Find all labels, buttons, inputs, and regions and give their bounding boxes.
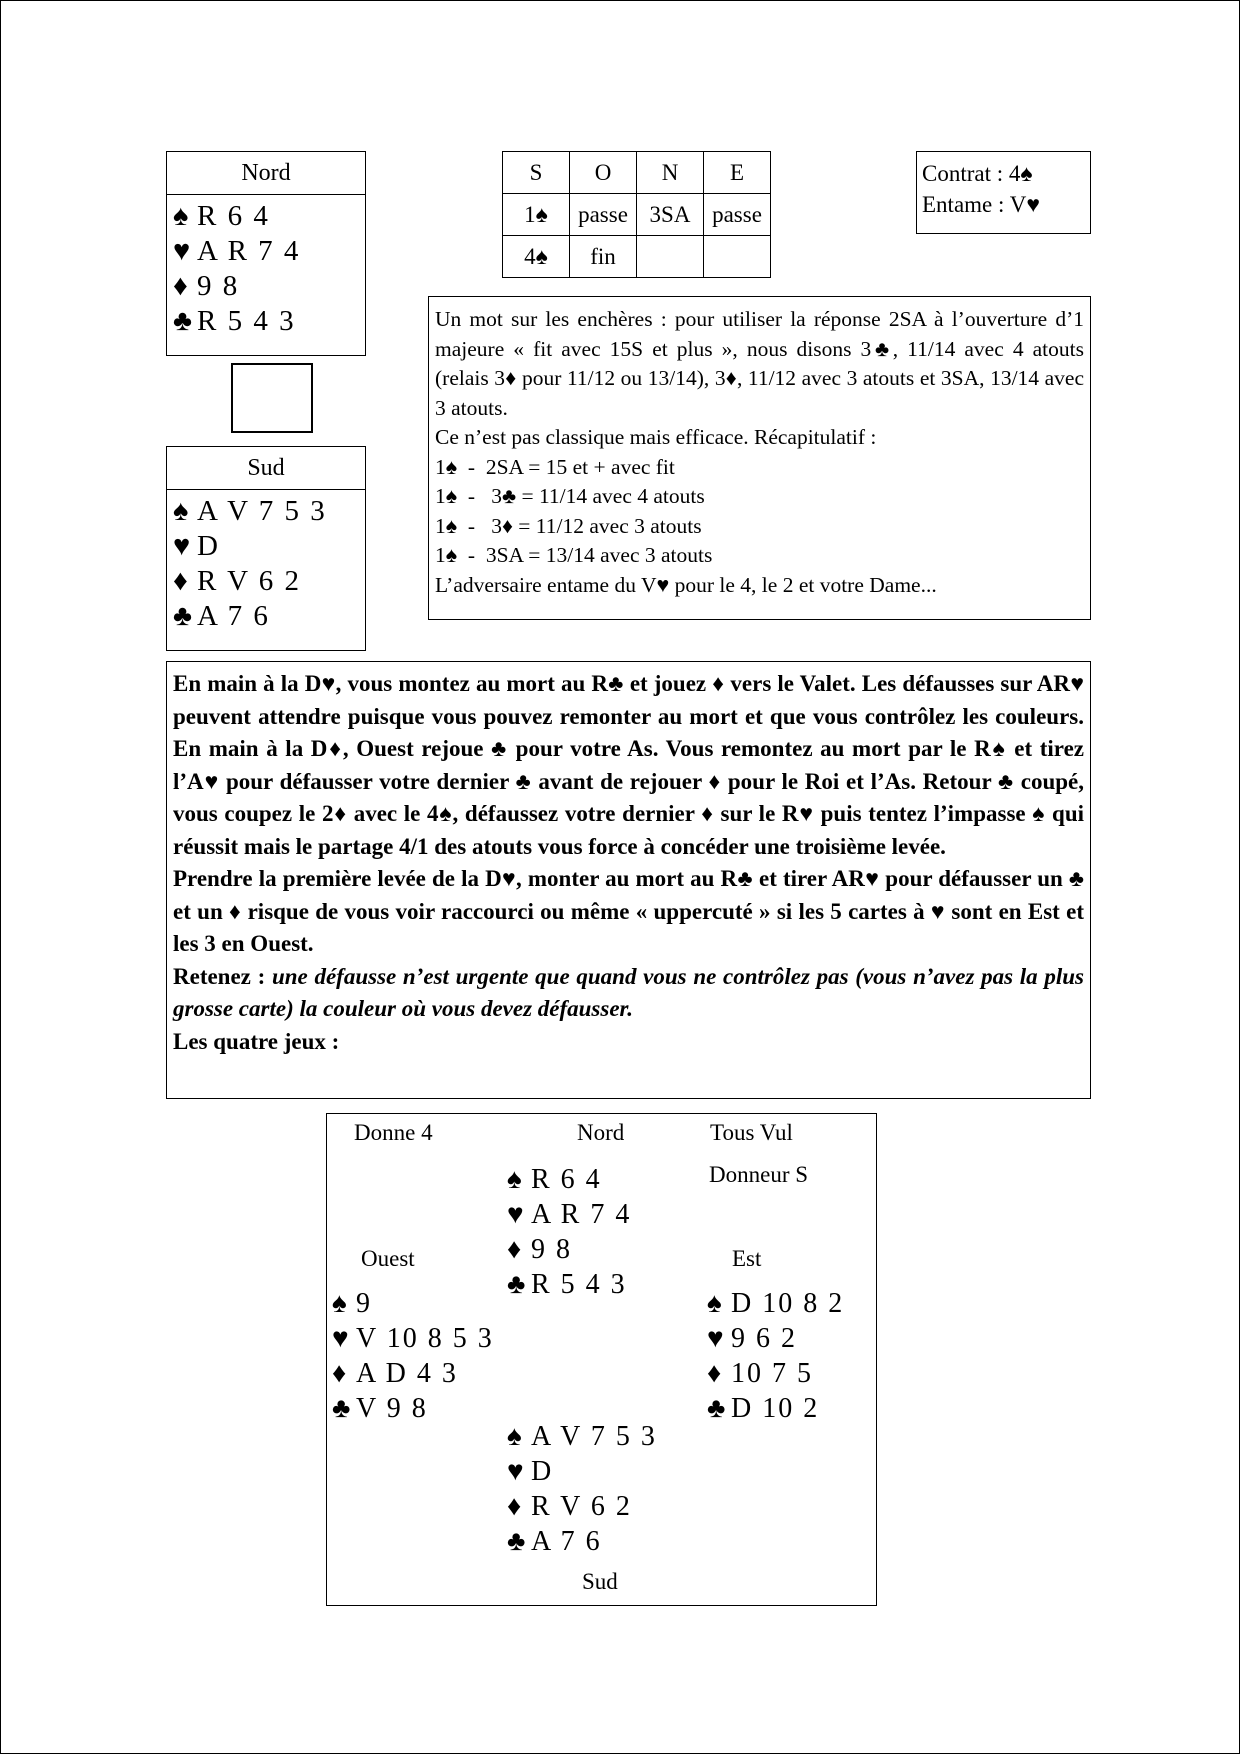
spade-icon: ♠ (507, 1164, 522, 1195)
deal-east-spades: ♠ D 10 8 2 (707, 1288, 845, 1319)
retenez-label: Retenez : (173, 963, 272, 989)
deal-north-diamonds: ♦ 9 8 (507, 1234, 572, 1265)
deal-west-diamonds: ♦ A D 4 3 (332, 1358, 458, 1389)
north-hearts: ♥ A R 7 4 (173, 235, 301, 267)
bidding-header-cell: S (503, 152, 570, 194)
club-icon: ♣ (507, 1526, 526, 1557)
diamond-icon: ♦ (173, 565, 188, 597)
deal-south-hearts: ♥ D (507, 1456, 554, 1487)
deal-east-hearts: ♥ 9 6 2 (707, 1323, 797, 1354)
north-hand-title: Nord (167, 152, 365, 195)
bidding-row (503, 236, 771, 278)
south-clubs: ♣ A 7 6 (173, 600, 270, 632)
heart-icon: ♥ (507, 1199, 524, 1230)
club-icon: ♣ (173, 305, 193, 337)
deal-east-clubs: ♣ D 10 2 (707, 1393, 820, 1424)
note-paragraph: Ce n’est pas classique mais efficace. Récapitulatif : (435, 425, 877, 449)
bidding-note-box (428, 296, 1091, 620)
bidding-header-cell: E (704, 152, 771, 194)
deal-east-diamonds: ♦ 10 7 5 (707, 1358, 813, 1389)
recap-line: 1♠ - 3SA = 13/14 avec 3 atouts (435, 543, 713, 567)
south-hand-box (166, 446, 366, 651)
bid-cell: 3SA (637, 194, 704, 236)
north-spades: ♠ R 6 4 (173, 200, 270, 232)
bid-cell: passe (570, 194, 637, 236)
heart-icon: ♥ (707, 1323, 724, 1354)
spade-icon: ♠ (173, 200, 189, 232)
north-hand-box (166, 151, 366, 356)
table-square (231, 363, 313, 433)
heart-icon: ♥ (173, 235, 191, 267)
deal-south-diamonds: ♦ R V 6 2 (507, 1491, 632, 1522)
deal-vulnerability: Tous Vul (710, 1120, 793, 1145)
deal-diagram-box (326, 1113, 877, 1606)
club-icon: ♣ (173, 600, 193, 632)
deal-south-hand (507, 1419, 657, 1559)
deal-east-label: Est (732, 1246, 762, 1271)
south-spades: ♠ A V 7 5 3 (173, 495, 327, 527)
deal-south-spades: ♠ A V 7 5 3 (507, 1421, 657, 1452)
recap-line: 1♠ - 3♣ = 11/14 avec 4 atouts (435, 484, 705, 508)
bidding-row (503, 194, 771, 236)
diamond-icon: ♦ (332, 1358, 347, 1389)
bid-cell: 4♠ (503, 236, 570, 278)
south-hearts: ♥ D (173, 530, 220, 562)
retenez-text: une défausse n’est urgente que quand vous ne contrôlez pas (vous n’avez pas la plus grosse carte) la couleur où vous devez défausser. (173, 963, 1084, 1021)
diamond-icon: ♦ (507, 1491, 522, 1522)
heart-icon: ♥ (332, 1323, 349, 1354)
club-icon: ♣ (707, 1393, 726, 1424)
bid-cell: fin (570, 236, 637, 278)
south-diamonds: ♦ R V 6 2 (173, 565, 301, 597)
bidding-header-row (503, 152, 771, 194)
recap-line: 1♠ - 2SA = 15 et + avec fit (435, 454, 675, 479)
heart-icon: ♥ (173, 530, 191, 562)
bid-cell: passe (704, 194, 771, 236)
bid-cell (704, 236, 771, 278)
bidding-header-cell: N (637, 152, 704, 194)
opening-lead-line: Entame : V♥ (922, 192, 1040, 217)
deal-north-spades: ♠ R 6 4 (507, 1164, 602, 1195)
deal-north-label: Nord (577, 1120, 625, 1145)
diamond-icon: ♦ (173, 270, 188, 302)
deal-north-clubs: ♣ R 5 4 3 (507, 1269, 627, 1300)
recap-line: 1♠ - 3♦ = 11/12 avec 3 atouts (435, 513, 702, 538)
bid-cell: 1♠ (503, 194, 570, 236)
spade-icon: ♠ (707, 1288, 722, 1319)
deal-dealer: Donneur S (709, 1162, 809, 1187)
deal-west-hearts: ♥ V 10 8 5 3 (332, 1323, 494, 1354)
analysis-box (166, 661, 1091, 1099)
bid-cell (637, 236, 704, 278)
deal-south-clubs: ♣ A 7 6 (507, 1526, 602, 1557)
deal-west-spades: ♠ 9 (332, 1288, 372, 1319)
analysis-paragraph: Les quatre jeux : (173, 1028, 340, 1054)
deal-east-hand (707, 1286, 844, 1426)
analysis-paragraph: En main à la D♥, vous montez au mort au R♣ et jouez ♦ vers le Valet. Les défausses sur AR♥ peuvent attendre puisque vous pouvez remonter au mort et que vous contrôlez les couleurs. En main à la D♦, Ouest rejoue ♣ pour votre As. Vous remontez au mort par le R♠ et tirez l’A♥ pour défausser votre dernier ♣ avant de rejouer ♦ pour le Roi et l’As. Retour ♣ coupé, vous coupez le 2♦ avec le 4♠, défaussez votre dernier ♦ sur le R♥ puis tentez l’impasse ♠ qui réussit mais le partage 4/1 des atouts vous force à concéder une troisième levée. (173, 671, 1084, 859)
bidding-table (502, 151, 771, 278)
south-hand-title: Sud (167, 447, 365, 490)
club-icon: ♣ (507, 1269, 526, 1300)
spade-icon: ♠ (507, 1421, 522, 1452)
note-paragraph: L’adversaire entame du V♥ pour le 4, le 2 et votre Dame... (435, 572, 937, 597)
deal-south-label: Sud (582, 1569, 618, 1594)
deal-west-label: Ouest (361, 1246, 415, 1271)
deal-north-hand (507, 1162, 631, 1302)
diamond-icon: ♦ (507, 1234, 522, 1265)
north-diamonds: ♦ 9 8 (173, 270, 240, 302)
retenez-paragraph (173, 961, 1084, 1026)
spade-icon: ♠ (332, 1288, 347, 1319)
bidding-header-cell: O (570, 152, 637, 194)
deal-west-hand (332, 1286, 494, 1426)
deal-west-clubs: ♣ V 9 8 (332, 1393, 428, 1424)
spade-icon: ♠ (173, 495, 189, 527)
north-clubs: ♣ R 5 4 3 (173, 305, 296, 337)
note-paragraph: Un mot sur les enchères : pour utiliser la réponse 2SA à l’ouverture d’1 majeure « fit avec 15S et plus », nous disons 3♣, 11/14 avec 4 atouts (relais 3♦ pour 11/12 ou 13/14), 3♦, 11/12 avec 3 atouts et 3SA, 13/14 avec 3 atouts. (435, 307, 1084, 420)
contract-line: Contrat : 4♠ (922, 161, 1033, 186)
club-icon: ♣ (332, 1393, 351, 1424)
heart-icon: ♥ (507, 1456, 524, 1487)
contract-box (916, 151, 1091, 234)
diamond-icon: ♦ (707, 1358, 722, 1389)
deal-number: Donne 4 (354, 1120, 433, 1145)
deal-north-hearts: ♥ A R 7 4 (507, 1199, 632, 1230)
analysis-paragraph: Prendre la première levée de la D♥, monter au mort au R♣ et tirer AR♥ pour défausser un ♣ et un ♦ risque de vous voir raccourci ou même « uppercuté » si les 5 cartes à ♥ sont en Est et les 3 en Ouest. (173, 866, 1084, 956)
